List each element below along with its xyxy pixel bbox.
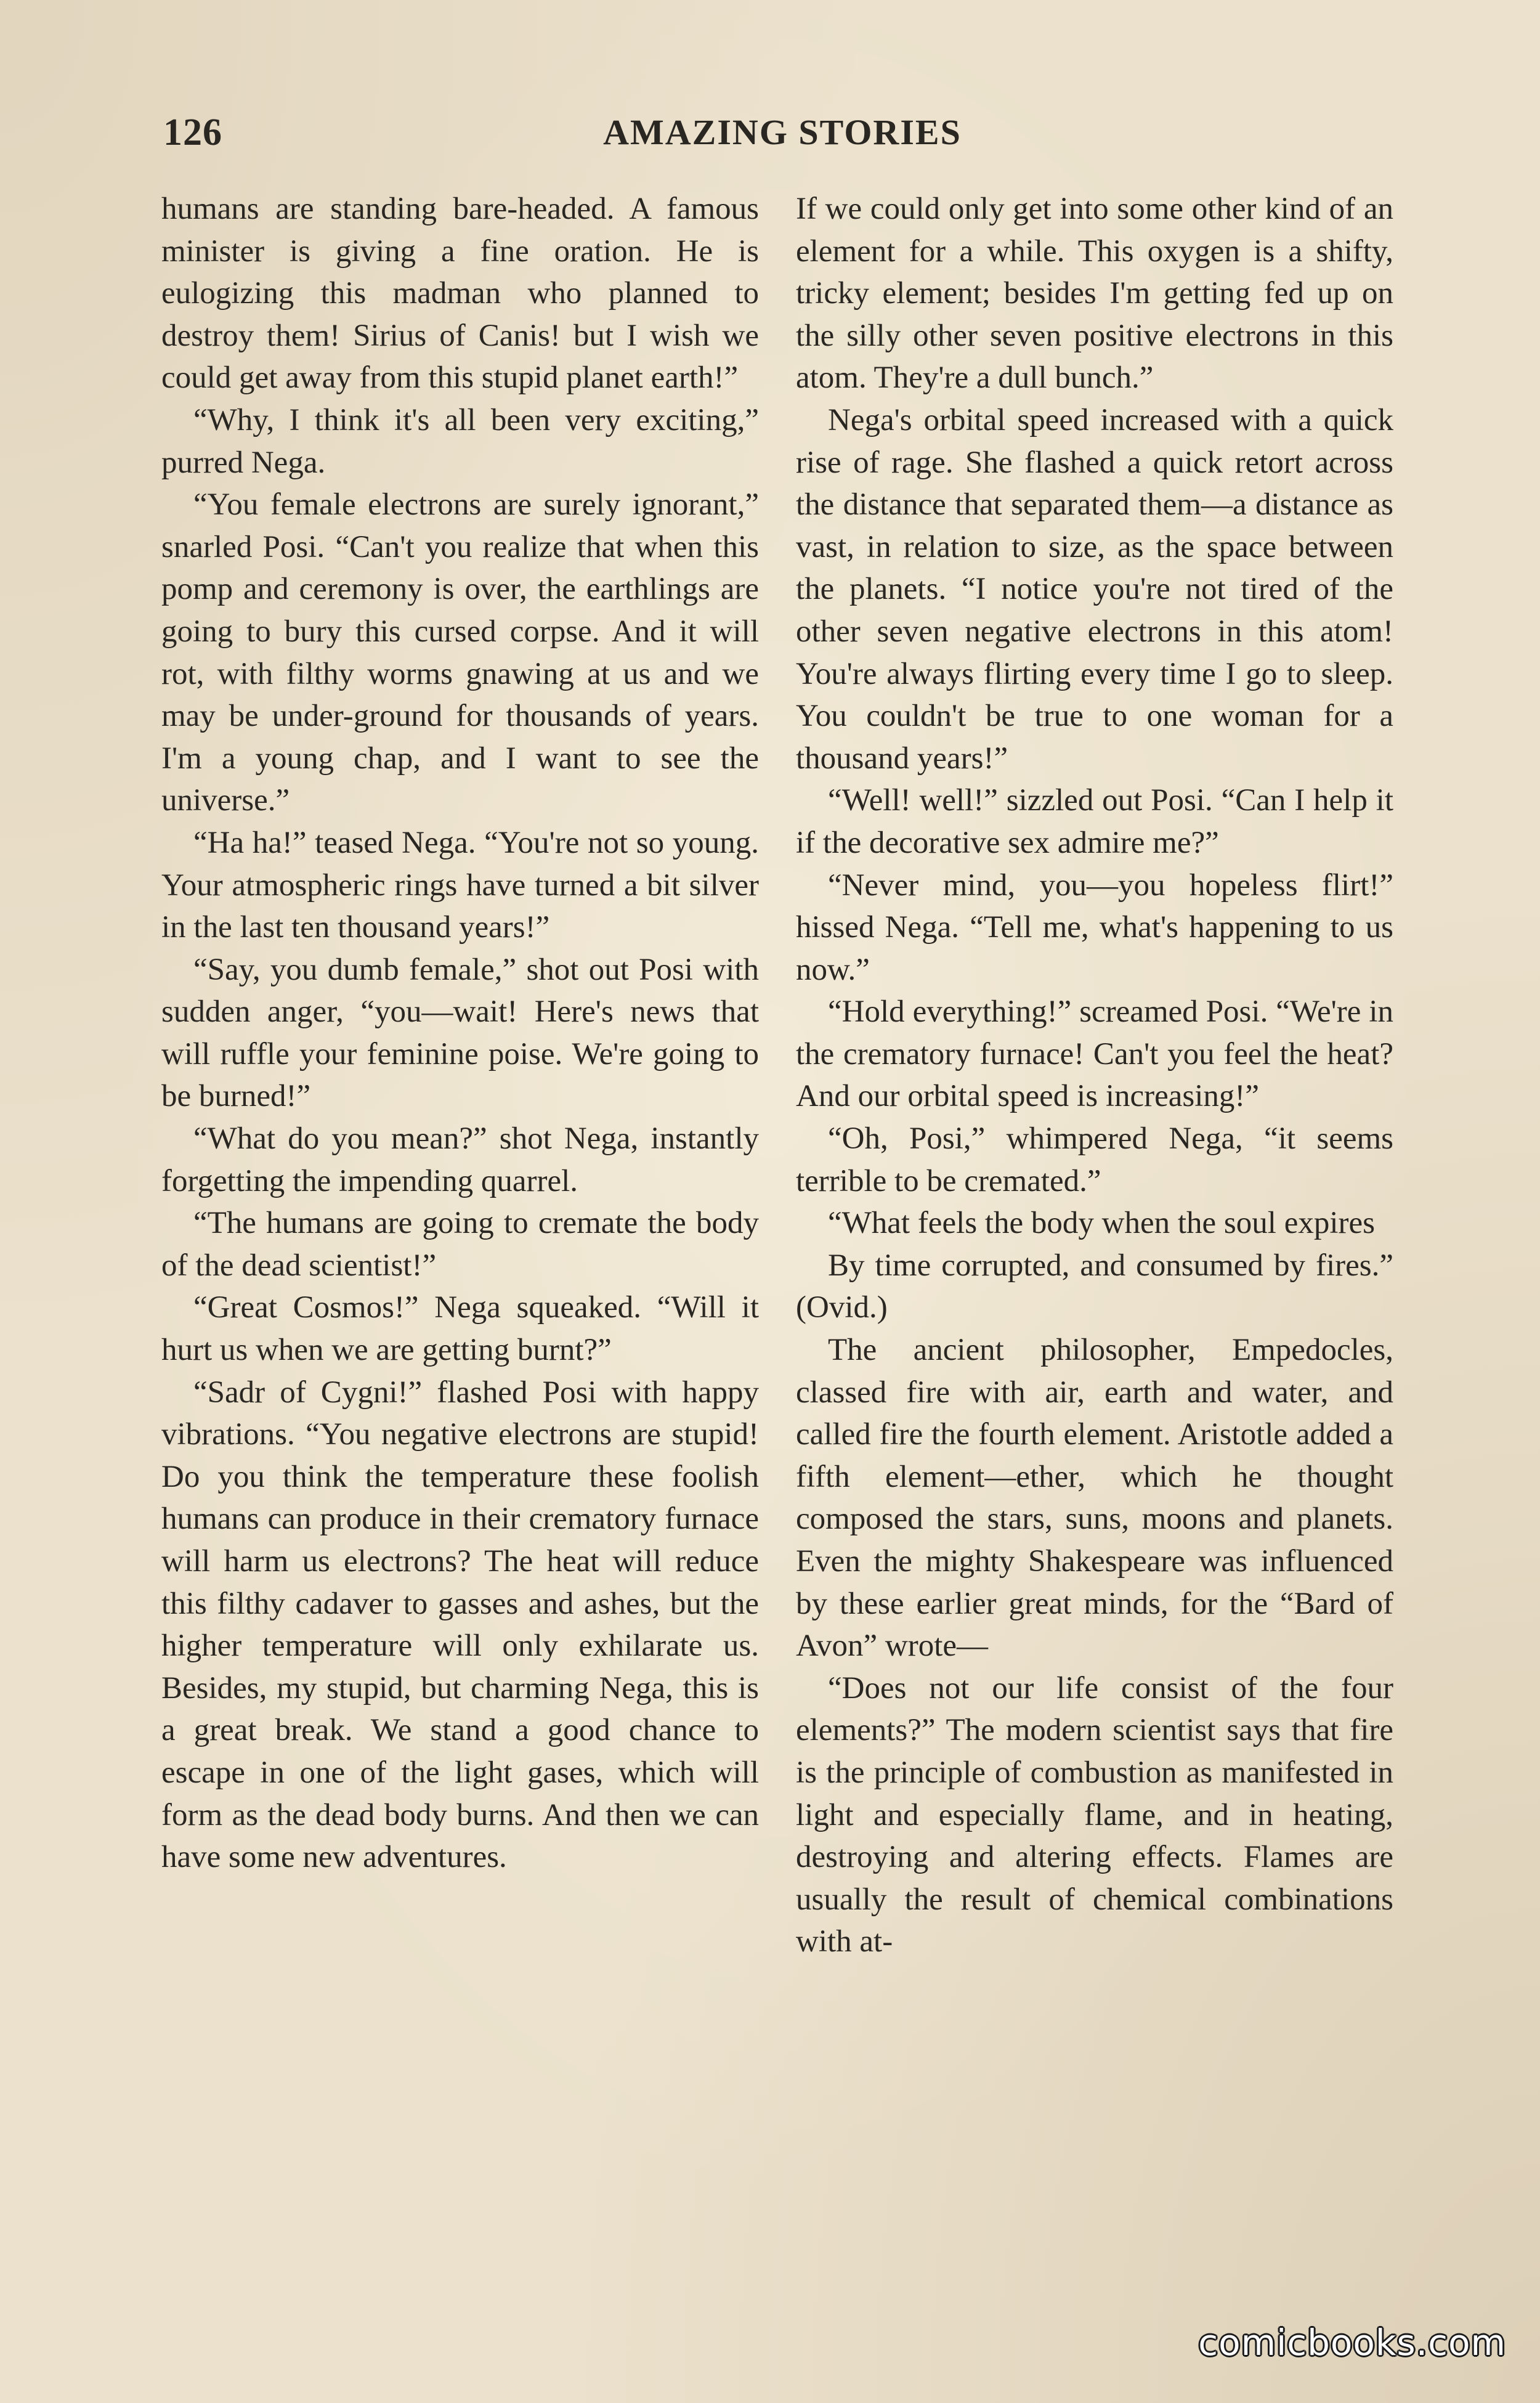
running-head [163,108,1401,157]
paragraph: humans are standing bare-headed. A famous minister is giving a fine oration. He is eulogizing this madman who planned to destroy them! Sirius of Canis! but I wish we could get away from this stupid planet earth!” [161,192,759,396]
paragraph: “The humans are going to cremate the body of the dead scientist!” [161,1206,759,1283]
paragraph: “Does not our life consist of the four elements?” The modern scientist says that fire is the principle of combustion as manifested in light and especially flame, and in heating, destroying and altering effects. Flames are usually the result of chemical combinations with at- [796,1670,1393,1959]
verse-line: By time corrupted, and consumed by fires.” (Ovid.) [796,1248,1393,1325]
paragraph: “Oh, Posi,” whimpered Nega, “it seems terrible to be cremated.” [796,1121,1393,1198]
paragraph: Nega's orbital speed increased with a quick rise of rage. She flashed a quick retort across the distance that separated them—a distance as vast, in relation to size, as the space between the planets. “I notice you're not tired of the other seven negative electrons in this atom! You're always flirting every time I go to sleep. You couldn't be true to one woman for a thousand years!” [796,402,1393,776]
paragraph: “Why, I think it's all been very exciting,” purred Nega. [161,402,759,480]
left-column [161,188,759,1879]
verse-line: “What feels the body when the soul expires [828,1206,1375,1241]
paragraph: “Sadr of Cygni!” flashed Posi with happy vibrations. “You negative electrons are stupid! Do you think the temperature these foolish humans can produce in their crematory furnace will harm us electrons? The heat will reduce this filthy cadaver to gasses and ashes, but the higher temperature will only exhilarate us. Besides, my stupid, but charming Nega, this is a great break. We stand a good chance to escape in one of the light gases, which will form as the dead body burns. And then we can have some new adventures. [161,1375,759,1875]
paragraph: The ancient philosopher, Empedocles, classed fire with air, earth and water, and called fire the fourth element. Aristotle added a fifth element—ether, which he thought composed the stars, suns, moons and planets. Even the mighty Shakespeare was influenced by these earlier great minds, for the “Bard of Avon” wrote— [796,1333,1393,1664]
paragraph: “Hold everything!” screamed Posi. “We're in the crematory furnace! Can't you feel the heat? And our orbital speed is increasing!” [796,994,1393,1114]
paragraph: “You female electrons are surely ignorant,” snarled Posi. “Can't you realize that when this pomp and ceremony is over, the earthlings are going to bury this cursed corpse. And it will rot, with filthy worms gnawing at us and we may be under-ground for thousands of years. I'm a young chap, and I want to see the universe.” [161,487,759,818]
paragraph: “Well! well!” sizzled out Posi. “Can I help it if the decorative sex admire me?” [796,783,1393,860]
paragraph: “Never mind, you—you hopeless flirt!” hissed Nega. “Tell me, what's happening to us now.” [796,868,1393,987]
right-column [796,188,1393,1963]
paragraph: “What do you mean?” shot Nega, instantly forgetting the impending quarrel. [161,1121,759,1198]
magazine-title: AMAZING STORIES [603,112,962,152]
paragraph: “Ha ha!” teased Nega. “You're not so young. Your atmospheric rings have turned a bit silver in the last ten thousand years!” [161,825,759,945]
watermark: comicbooks.com [1198,2322,1506,2364]
paragraph: “Say, you dumb female,” shot out Posi with sudden anger, “you—wait! Here's news that will ruffle your feminine poise. We're going to be burned!” [161,952,759,1114]
page-number: 126 [163,112,222,153]
paragraph: If we could only get into some other kind of an element for a while. This oxygen is a shifty, tricky element; besides I'm getting fed up on the silly other seven positive electrons in this atom. They're a dull bunch.” [796,192,1393,396]
paragraph: “Great Cosmos!” Nega squeaked. “Will it hurt us when we are getting burnt?” [161,1290,759,1368]
